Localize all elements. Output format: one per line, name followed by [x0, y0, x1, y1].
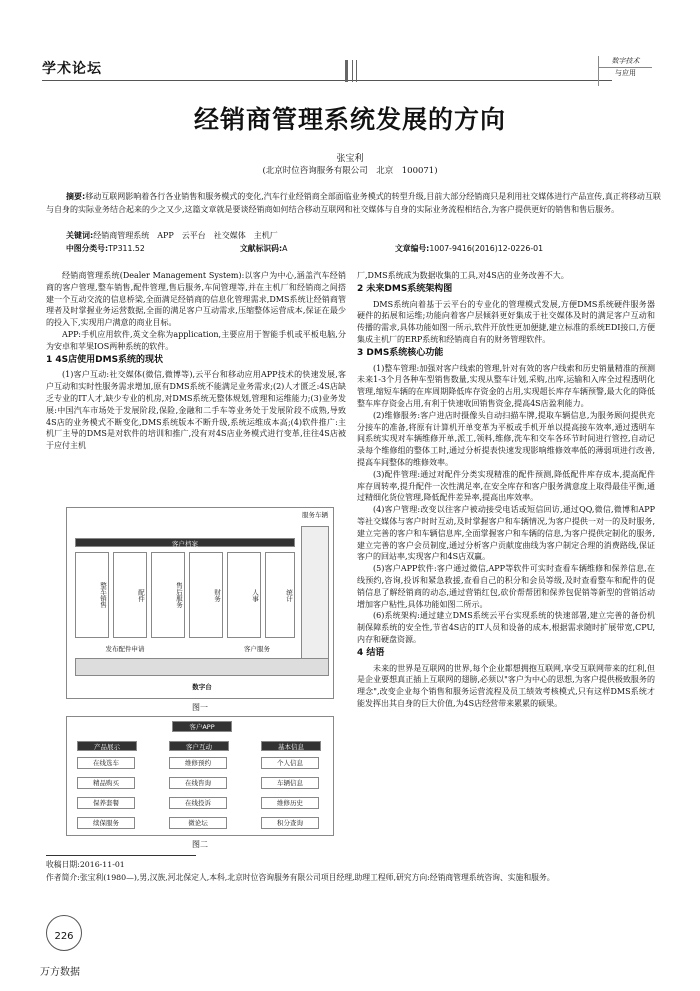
- clc: [66, 243, 145, 254]
- fig2-item: 维修历史: [261, 797, 319, 809]
- fig2-item: 在线咨询: [169, 777, 227, 789]
- abstract: [46, 191, 666, 216]
- fig2-item: 微论坛: [169, 817, 227, 829]
- figure-2: [66, 716, 334, 836]
- fig1-group-3: 财务: [189, 552, 223, 638]
- right-para-2: (1)整车管理:加强对客户线索的管理,针对有效的客户线索和历史销量精准的预测未来1-3个月各种车型销售数量,实现从整车计划,采购,出库,运输和入库全过程透明化管理,缩短车辆的在库周期降低库存资金的占用,实现超长库存车辆预警,最大化的降低整车库存资金占用,有利于快速收回销售资金,提高4S店盈利能力。: [357, 363, 655, 408]
- affiliation: (北京时位咨询服务有限公司 北京 100071): [262, 166, 438, 176]
- logo-bottom-text: 与应用: [615, 69, 636, 77]
- fig1-middle-band: [75, 658, 329, 676]
- fig2-head-2: 基本信息: [261, 741, 321, 751]
- fig2-item: 在线投诉: [169, 797, 227, 809]
- figure-1: [66, 507, 334, 699]
- fig2-head-0: 产品展示: [77, 741, 137, 751]
- fig2-item: 精品购买: [77, 777, 135, 789]
- article-value: 1007-9416(2016)12-0226-01: [429, 244, 544, 253]
- figure-1-caption: 图一: [192, 703, 208, 712]
- right-para-0: 厂,DMS系统成为数据收集的工具,对4S店的业务改善不大。: [357, 271, 569, 280]
- right-column: [357, 270, 655, 710]
- left-para-2: APP:手机应用软件,英文全称为application,主要应用于智能手机或平板电脑,分为安卓和苹果IOS两种系统的软件。: [46, 329, 346, 351]
- fig2-item: 车辆信息: [261, 777, 319, 789]
- author-bio: 作者简介:张宝利(1980—),男,汉族,河北保定人,本科,北京时位咨询服务有限公司项目经理,助理工程师,研究方向:经销商管理系统咨询、实施和服务。: [46, 873, 555, 882]
- left-para-3: (1)客户互动:社交媒体(微信,微博等),云平台和移动应用APP技术的快速发展,客户互动和实时性服务需求增加,原有DMS系统不能满足业务需求;(2)人才匮乏:4S店缺乏专业的IT人才,缺少专业的机房,对DMS系统无整体规划,管理和运维能力;(3)业务发展:中国汽车市场处于发展阶段,保险,金融和二手车等业务处于发展阶段不成熟,导致4S店的业务模式不断变化,DMS系统版本不断升级,系统运维成本高;(4)软件推广:主机厂主导的DMS是对软件的培训和推广,没有对4S店业务模式进行变革,往往4S店被于应付主机: [46, 370, 346, 451]
- right-para-4: (3)配件管理:通过对配件分类实现精准的配件预测,降低配件库存成本,提高配件库存周转率,提升配件一次性满足率,在安全库存和客户服务满意度上取得最佳平衡,通过精细化货位管理,降低配件差异率,提高出库效率。: [357, 469, 655, 503]
- right-para-8: 未来的世界是互联网的世界,每个企业都想拥抱互联网,享受互联网带来的红利,但是企业要想真正插上互联网的翅膀,必须以"客户为中心的思想,为客户提供极致服务的理念",改变企业每个销售和服务运营流程及员工绩效考核模式,只有这样DMS系统才能发挥出其自身的巨大价值,为4S店经营带来累累的硕果。: [357, 663, 655, 708]
- fig1-mid-right: 客户服务: [217, 644, 297, 654]
- keywords: [66, 230, 278, 241]
- fig2-item: 积分查询: [261, 817, 319, 829]
- fig2-item: 续保服务: [77, 817, 135, 829]
- fig1-side-panel: [301, 526, 329, 666]
- fig1-group-4: 人事: [227, 552, 261, 638]
- doc-label: 文献标识码:: [240, 244, 283, 253]
- paper-title: 经销商管理系统发展的方向: [193, 105, 506, 134]
- fig2-app: 客户APP: [172, 721, 232, 732]
- fig1-group-1: 配件: [113, 552, 147, 638]
- clc-label: 中图分类号:: [66, 244, 109, 253]
- fig2-item: 在线选车: [77, 757, 135, 769]
- heading-4: 4 结语: [357, 647, 385, 658]
- right-para-6: (5)客户APP软件:客户通过微信,APP等软件可实时查看车辆维修和保养信息,在线预约,咨询,投诉和紧急救援,查看自己的积分和会员等级,及时查看整车和配件的促销信息了解经销商的动态,通过营销红包,砍价帮帮团和保养包促销等新型的营销活动增加客户粘性,具体功能如图二所示。: [357, 564, 655, 609]
- article-label: 文章编号:: [395, 244, 430, 253]
- fig2-item: 维修预约: [169, 757, 227, 769]
- author: 张宝利: [336, 154, 364, 164]
- figure-2-caption: 图二: [192, 840, 208, 849]
- heading-3: 3 DMS系统核心功能: [357, 347, 444, 358]
- fig1-customer: 客户档案: [75, 538, 295, 547]
- right-para-7: (6)系统架构:通过建立DMS系统云平台实现系统的快速部署,建立完善的备份机制保障系统的安全性,节省4S店的IT人员和设备的成本,根据需求随时扩展带宽,CPU,内存和硬盘资源。: [357, 611, 655, 644]
- keywords-text: 经销商管理系统 APP 云平台 社交媒体 主机厂: [93, 231, 278, 240]
- left-column: [46, 270, 346, 452]
- received-date: 收稿日期:2016-11-01: [46, 860, 125, 869]
- doc-value: A: [282, 244, 288, 253]
- right-para-5: (4)客户管理:改变以往客户被动接受电话或短信回访,通过QQ,微信,微博和APP等社交媒体与客户时时互动,及时掌握客户和车辆情况,为客户提供一对一的及时服务,建立完善的客户和车辆信息库,全面掌握客户和车辆的信息,为客户提供定制化的服务,建立完善的客户会员制度,通过分析客户贡献度曲线为客户制定合理的消费路线,保证客户的回站率,实现客户和4S店双赢。: [357, 505, 655, 562]
- header-rule: [42, 80, 612, 81]
- fig1-right-label: 服务车辆: [299, 510, 331, 520]
- right-para-1: DMS系统向着基于云平台的专业化的管理模式发展,方便DMS系统硬件服务器硬件的拓展和运维;功能向着客户层倾斜更好集成于社交媒体及时的满足客户互动和传播的需求,具体功能如图一所示,软件开放性更加便捷,建立标准的系统EDI接口,方便集成主机厂的ERP系统和经销商自有的财务管理软件。: [357, 299, 655, 344]
- abstract-text: 移动互联网影响着各行各业销售和服务模式的变化,汽车行业经销商全部面临业务模式的转型升级,目前大部分经销商只是利用社交媒体进行产品宣传,真正将移动互联与自身的实际业务结合起来的少之又少,这篇文章就是要谈经销商如何结合移动互联网和社交媒体与自身的实际业务流程相结合,为客户提供更好的销售和售后服务。: [46, 192, 661, 214]
- fig1-bottom: 数字台: [75, 682, 329, 694]
- fig2-item: 个人信息: [261, 757, 319, 769]
- article-no: [395, 243, 543, 254]
- source-watermark: 万方数据: [40, 967, 80, 978]
- fig2-head-1: 客户互动: [169, 741, 229, 751]
- keywords-label: 关键词:: [66, 231, 94, 240]
- fig1-group-0: 整车销售: [75, 552, 109, 638]
- fig1-group-5: 统计: [265, 552, 295, 638]
- logo-top-text: 数字技术: [599, 56, 652, 68]
- clc-value: TP311.52: [108, 244, 145, 253]
- left-para-1: 经销商管理系统(Dealer Management System):以客户为中心,涵盖汽车经销商的客户管理,整车销售,配件管理,售后服务,车间管理等,并在主机厂和经销商之间搭建一个互动交流的信息桥梁,全面满足经销商的信息化管理需求,DMS系统让经销商管理者及时掌握业务运营数据,全面的满足客户互动需求,压缩整体运营成本,保证在最少的投入下,实现用户满意的商业目标。: [46, 271, 346, 328]
- fig1-mid-left: 发布配件申请: [75, 644, 175, 654]
- journal-logo: [598, 56, 652, 86]
- fig1-group-2: 售后服务: [151, 552, 185, 638]
- section-title: 学术论坛: [42, 61, 102, 77]
- fig2-item: 保养套餐: [77, 797, 135, 809]
- page-number: 226: [46, 915, 82, 951]
- doc-code: [240, 243, 287, 254]
- right-para-3: (2)维修服务:客户进店时摄像头自动扫描车牌,提取车辆信息,为服务顾问提供充分接车的准备,将原有计算机开单变革为平板或手机开单以提高接车效率,通过透明车间系统实现对车辆维修开单,派工,领料,维修,洗车和交车各环节时间进行管控,自动记录每个维修组的整体工时,通过分析提表快速发现影响维修效率低的薄弱项进行改善,提高车间整体的维修效率。: [357, 410, 655, 467]
- footnote-rule: [46, 855, 196, 856]
- heading-2: 2 未来DMS系统架构图: [357, 283, 453, 294]
- heading-1: 1 4S店使用DMS系统的现状: [46, 354, 164, 365]
- abstract-label: 摘要:: [66, 192, 86, 201]
